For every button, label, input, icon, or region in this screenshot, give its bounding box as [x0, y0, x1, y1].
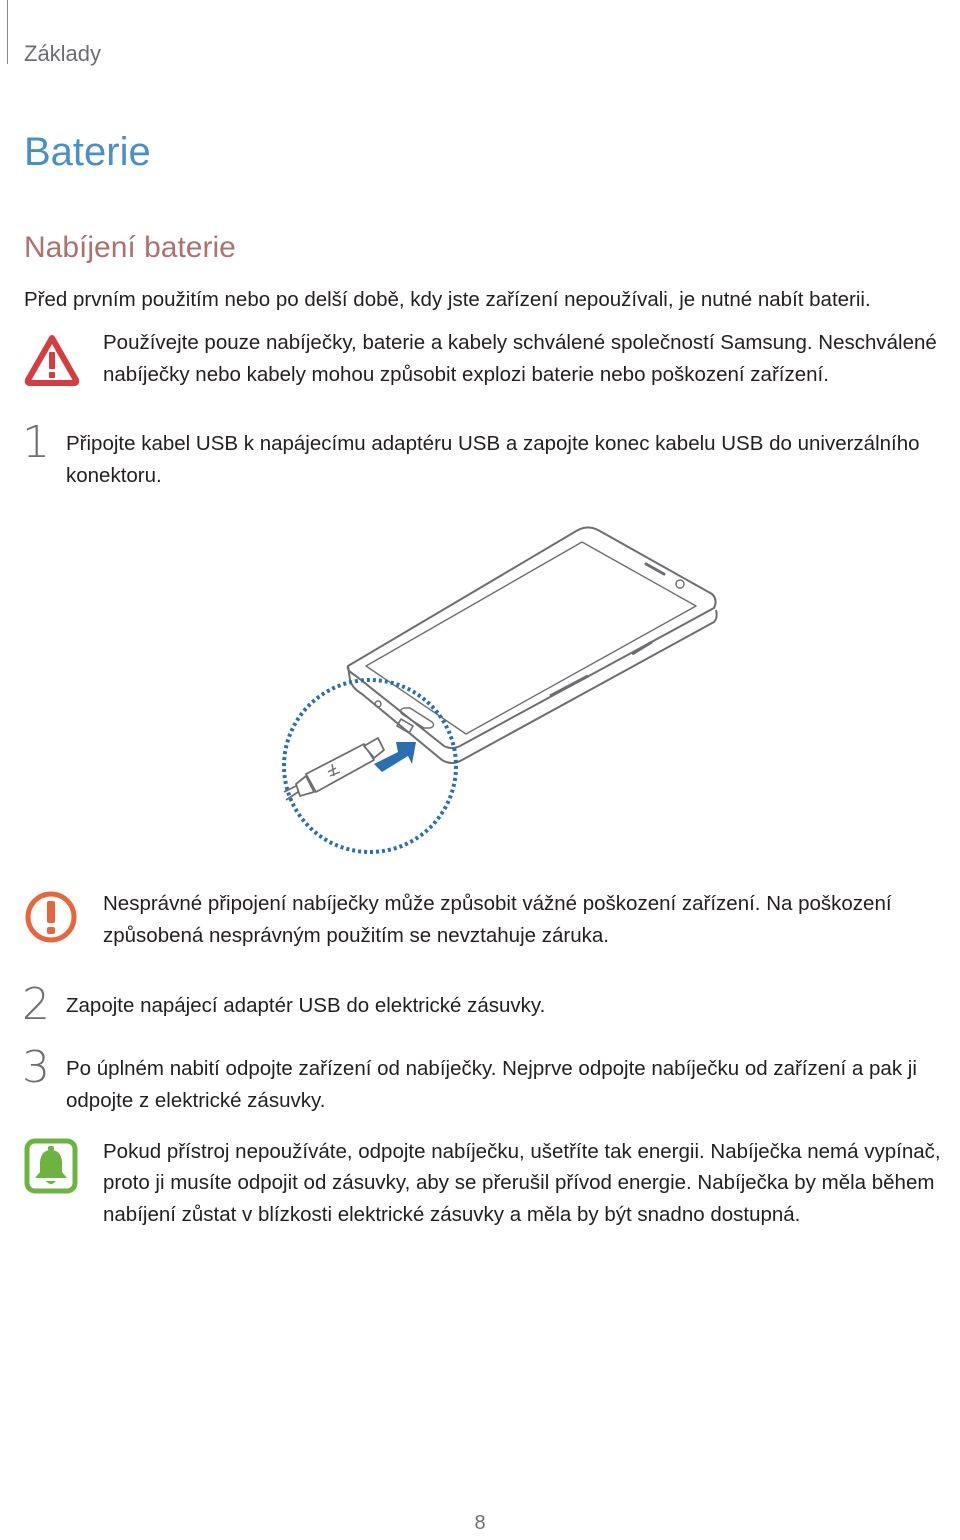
warning-text-line-1: Používejte pouze nabíječky, baterie a kabely schválené společností Samsung. Neschválené — [103, 331, 937, 354]
caution-circle-icon — [24, 890, 78, 944]
warning-text-line-2: nabíječky nebo kabely mohou způsobit explozi baterie nebo poškození zařízení. — [103, 363, 829, 386]
caution-text-line-1: Nesprávné připojení nabíječky může způsobit vážné poškození zařízení. Na poškození — [103, 892, 892, 915]
step-3-text-line-2: odpojte z elektrické zásuvky. — [66, 1089, 326, 1112]
page-title: Baterie — [24, 130, 151, 174]
running-header: Základy — [24, 41, 102, 66]
step-1-text-line-1: Připojte kabel USB k napájecímu adaptéru USB a zapojte konec kabelu USB do univerzálního — [66, 432, 920, 455]
note-text-line-1: Pokud přístroj nepoužíváte, odpojte nabíječku, ušetříte tak energii. Nabíječka nemá vypínač, — [103, 1140, 941, 1163]
note-text-line-2: proto ji musíte odpojit od zásuvky, aby se přerušil přívod energie. Nabíječka by měla během — [103, 1171, 935, 1194]
zoom-circle — [284, 680, 456, 852]
caution-text-line-2: způsobená nesprávným použitím se nevztahuje záruka. — [103, 924, 609, 947]
page-number: 8 — [474, 1512, 486, 1534]
phone-drawing — [348, 528, 717, 764]
section-title: Nabíjení baterie — [24, 231, 236, 264]
phone-usb-charging-illustration — [270, 520, 730, 860]
step-3-text-line-1: Po úplném nabití odpojte zařízení od nabíječky. Nejprve odpojte nabíječku od zařízení a pak ji — [66, 1057, 917, 1080]
step-1-number: 1 — [22, 417, 50, 468]
intro-paragraph: Před prvním použitím nebo po delší době, kdy jste zařízení nepoužívali, je nutné nabít baterii. — [24, 288, 871, 311]
step-2-number: 2 — [22, 979, 50, 1030]
note-bell-icon — [24, 1138, 78, 1194]
usb-cable-drawing — [284, 738, 384, 800]
note-text-line-3: nabíjení zůstat v blízkosti elektrické zásuvky a měla by být snadno dostupná. — [103, 1203, 801, 1226]
page-edge-rule — [7, 0, 8, 64]
step-2-text-line-1: Zapojte napájecí adaptér USB do elektrické zásuvky. — [66, 994, 546, 1017]
step-3-number: 3 — [22, 1042, 50, 1093]
step-1-text-line-2: konektoru. — [66, 464, 162, 487]
warning-triangle-icon — [24, 334, 80, 386]
